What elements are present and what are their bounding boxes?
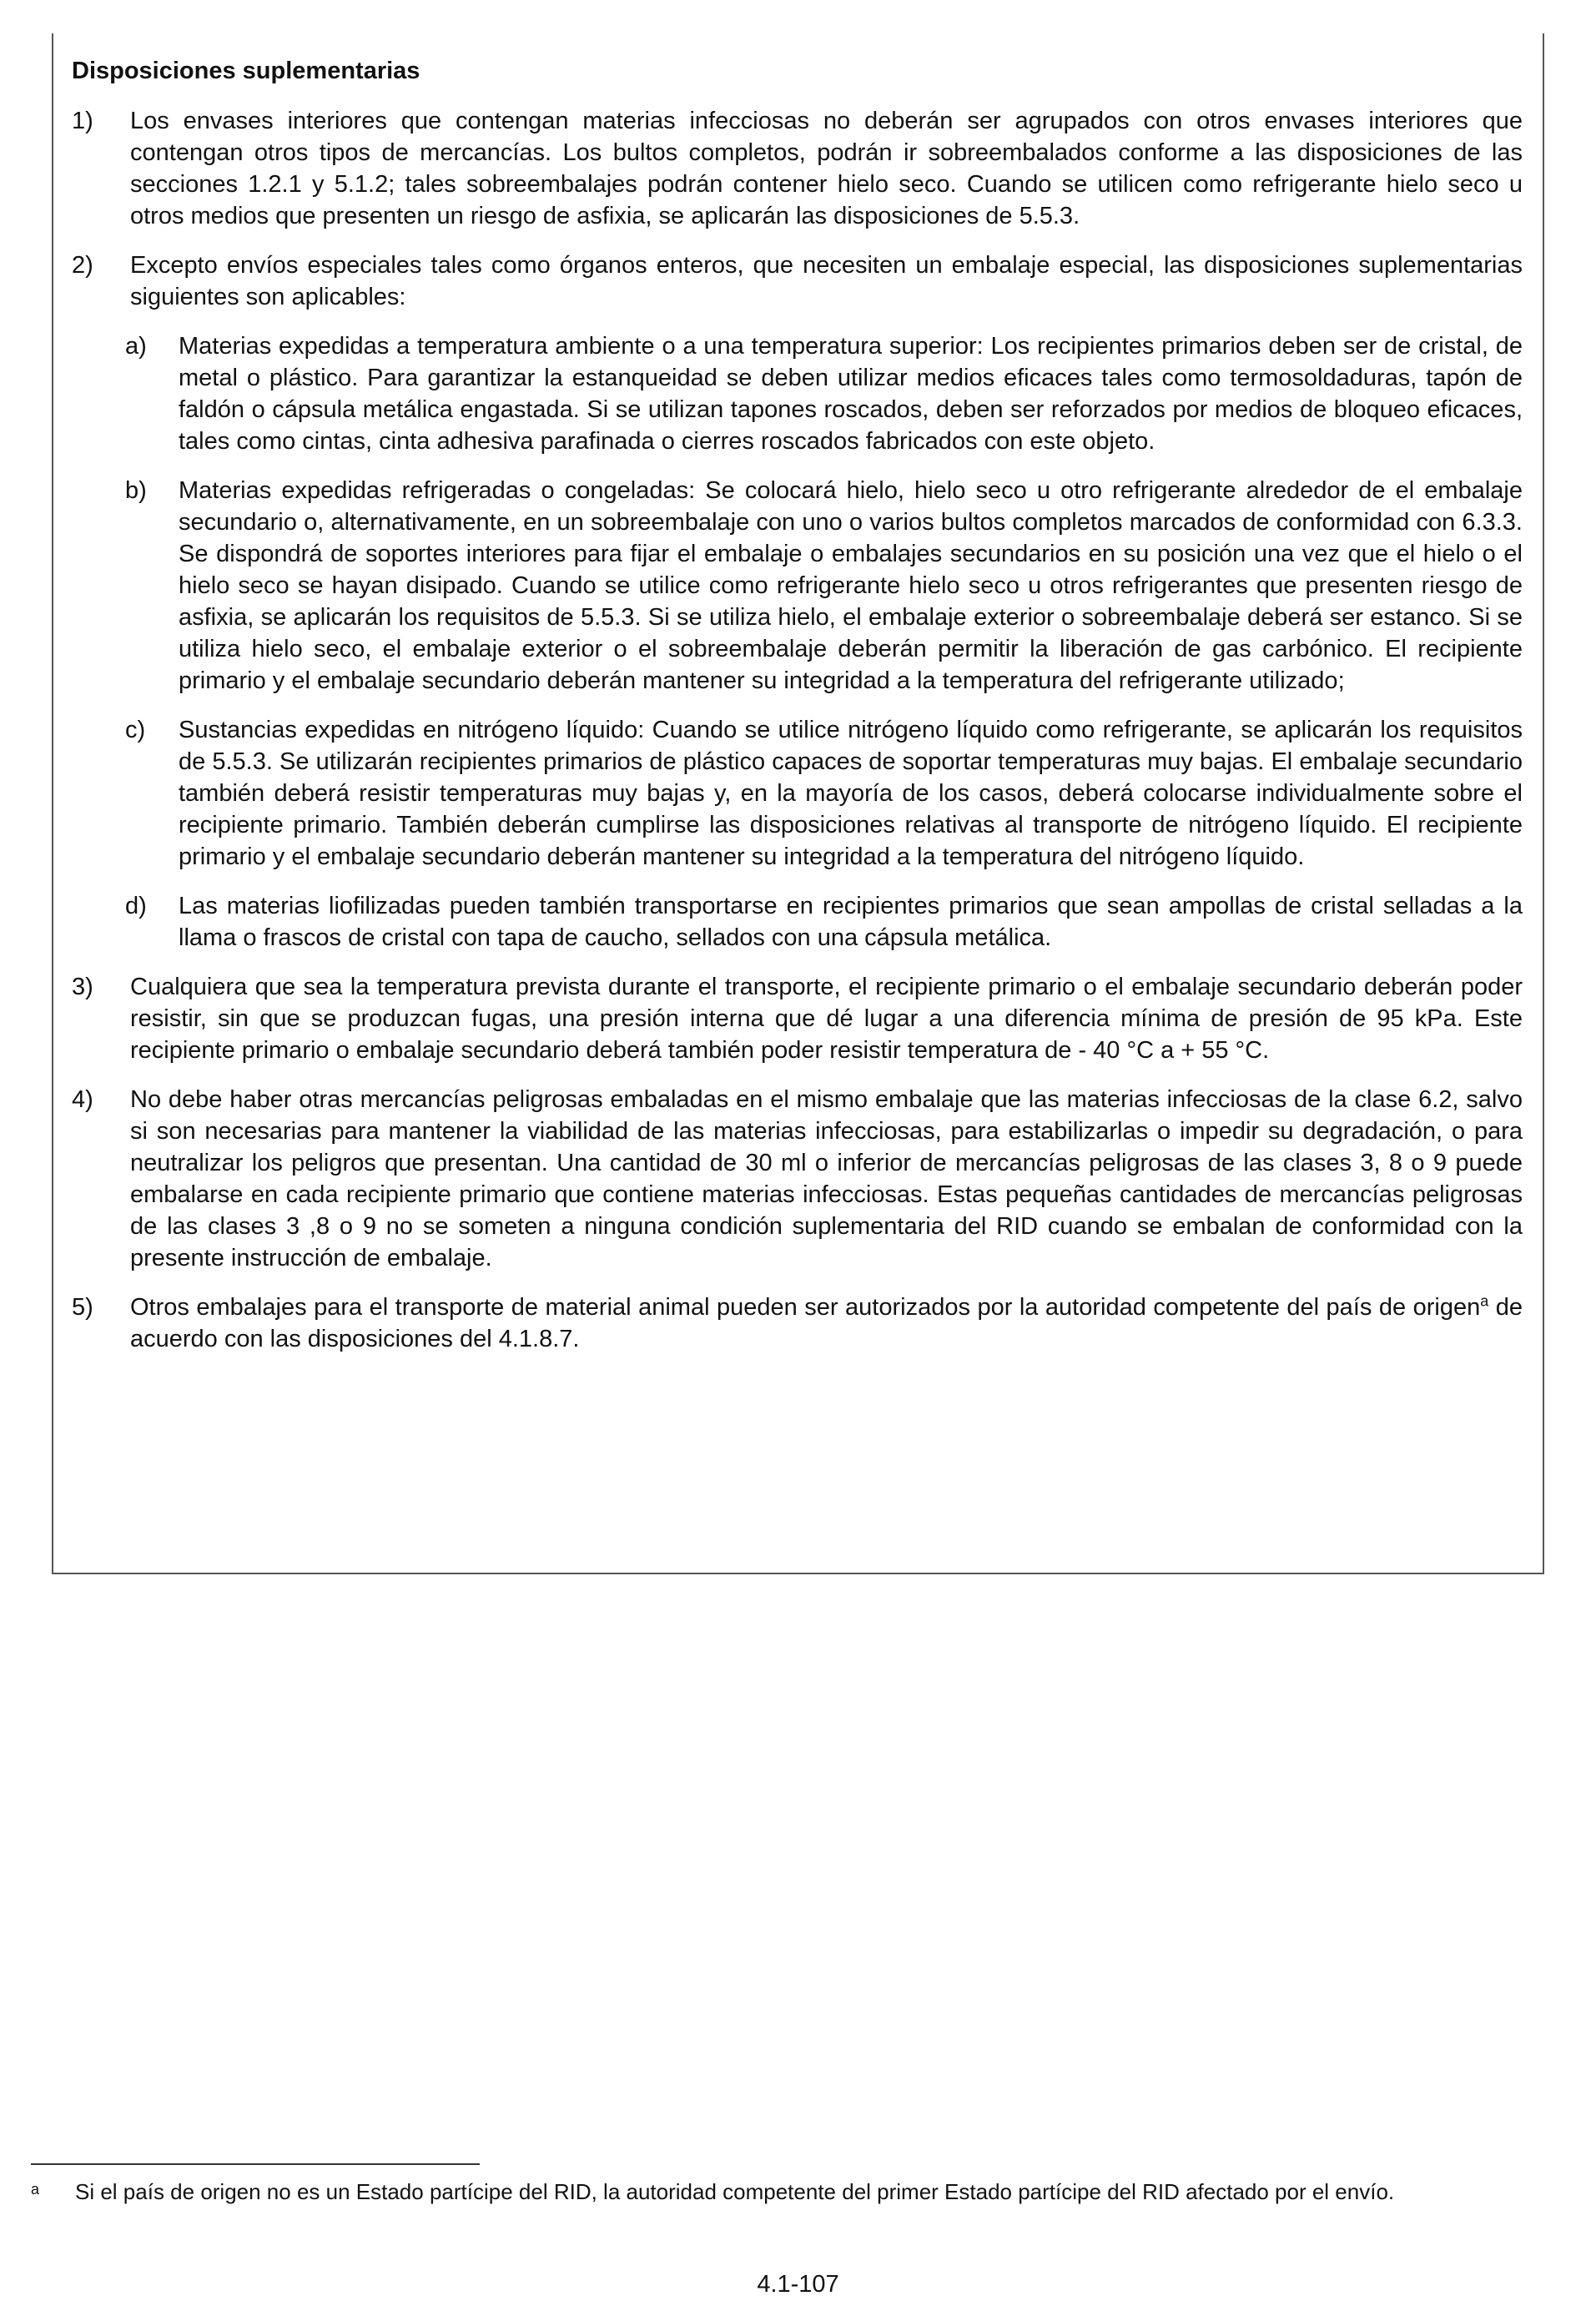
item-number: 5) <box>72 1294 93 1321</box>
provision-item-5 <box>72 1291 1523 1355</box>
page-number: 4.1-107 <box>757 2271 839 2298</box>
footnote-divider <box>31 2163 480 2165</box>
item-text: Los envases interiores que contengan materias infecciosas no deberán ser agrupados con otros envases interiores que contengan otros tipos de mercancías. Los bultos completos, podrán ir sobreembalados conforme a las disposiciones de las secciones 1.2.1 y 5.1.2; tales sobreembalajes podrán contener hielo seco. Cuando se utilicen como refrigerante hielo seco u otros medios que presenten un riesgo de asfixia, se aplicarán las disposiciones de 5.5.3. <box>130 108 1523 229</box>
subitem-letter: b) <box>125 477 147 504</box>
subitem-letter: d) <box>125 893 147 919</box>
subitem-text: Las materias liofilizadas pueden también transportarse en recipientes primarios que sean ampollas de cristal selladas a la llama o frascos de cristal con tapa de caucho, sellados con una cápsula metálica. <box>179 893 1523 951</box>
footnote-text: Si el país de origen no es un Estado partícipe del RID, la autoridad competente del primer Estado partícipe del RID afectado por el envío. <box>75 2179 1395 2204</box>
item-text: Cualquiera que sea la temperatura prevista durante el transporte, el recipiente primario o el embalaje secundario deberán poder resistir, sin que se produzcan fugas, una presión interna que dé lugar a una diferencia mínima de presión de 95 kPa. Este recipiente primario o embalaje secundario deberá también poder resistir temperatura de - 40 °C a + 55 °C. <box>130 974 1523 1064</box>
item-text: Excepto envíos especiales tales como órganos enteros, que necesiten un embalaje especial, las disposiciones suplementarias siguientes son aplicables: <box>130 252 1523 310</box>
item-number: 2) <box>72 252 93 279</box>
subitem-b <box>125 475 1523 697</box>
subitem-d <box>125 890 1523 954</box>
subitem-text: Materias expedidas a temperatura ambiente o a una temperatura superior: Los recipientes primarios deben ser de cristal, de metal o plástico. Para garantizar la estanqueidad se deben utilizar medios eficaces tales como termosoldaduras, tapón de faldón o cápsula metálica engastada. Si se utilizan tapones roscados, deben ser reforzados por medios de bloqueo eficaces, tales como cintas, cinta adhesiva parafinada o cierres roscados fabricados con este objeto. <box>179 333 1523 455</box>
subitem-c <box>125 714 1523 873</box>
subitem-text: Sustancias expedidas en nitrógeno líquido: Cuando se utilice nitrógeno líquido como refrigerante, se aplicarán los requisitos de 5.5.3. Se utilizarán recipientes primarios de plástico capaces de soportar temperaturas muy bajas. El embalaje secundario también deberá resistir temperaturas muy bajas y, en la mayoría de los casos, deberá colocarse individualmente sobre el recipiente primario. También deberán cumplirse las disposiciones relativas al transporte de nitrógeno líquido. El recipiente primario y el embalaje secundario deberán mantener su integridad a la temperatura del nitrógeno líquido. <box>179 717 1523 870</box>
subitem-letter: c) <box>125 717 146 743</box>
item-text: No debe haber otras mercancías peligrosas embaladas en el mismo embalaje que las materias infecciosas de la clase 6.2, salvo si son necesarias para mantener la viabilidad de las materias infecciosas, para estabilizarlas o impedir su degradación, o para neutralizar los peligros que presentan. Una cantidad de 30 ml o inferior de mercancías peligrosas de las clases 3, 8 o 9 puede embalarse en cada recipiente primario que contiene materias infecciosas. Estas pequeñas cantidades de mercancías peligrosas de las clases 3 ,8 o 9 no se someten a ninguna condición suplementaria del RID cuando se embalan de conformidad con la presente instrucción de embalaje. <box>130 1086 1523 1271</box>
item-number: 3) <box>72 974 93 1000</box>
footnote <box>31 2178 1516 2206</box>
section-heading: Disposiciones suplementarias <box>72 58 420 84</box>
provisions-content <box>72 55 1523 1372</box>
subitem-text: Materias expedidas refrigeradas o congeladas: Se colocará hielo, hielo seco u otro refrigerante alrededor de el embalaje secundario o, alternativamente, en un sobreembalaje con uno o varios bultos completos marcados de conformidad con 6.3.3. Se dispondrá de soportes interiores para fijar el embalaje o embalajes secundarios en su posición una vez que el hielo o el hielo seco se hayan disipado. Cuando se utilice como refrigerante hielo seco u otros refrigerantes que presenten riesgo de asfixia, se aplicarán los requisitos de 5.5.3. Si se utiliza hielo, el embalaje exterior o sobreembalaje deberá ser estanco. Si se utiliza hielo seco, el embalaje exterior o el sobreembalaje deberán permitir la liberación de gas carbónico. El recipiente primario y el embalaje secundario deberán mantener su integridad a la temperatura del refrigerante utilizado; <box>179 477 1523 694</box>
subitem-letter: a) <box>125 333 147 360</box>
footnote-reference: a <box>1480 1292 1489 1310</box>
item-number: 4) <box>72 1086 93 1113</box>
item-number: 1) <box>72 108 93 134</box>
provision-item-2 <box>72 249 1523 954</box>
provision-item-4 <box>72 1084 1523 1274</box>
subitem-a <box>125 330 1523 457</box>
footnote-mark: a <box>31 2181 40 2198</box>
item-text <box>130 1291 1523 1355</box>
provision-item-3 <box>72 971 1523 1066</box>
provision-item-1 <box>72 105 1523 232</box>
item-text-before: Otros embalajes para el transporte de material animal pueden ser autorizados por la autoridad competente del país de origen <box>130 1294 1481 1321</box>
provisions-box <box>52 33 1544 1574</box>
item-text-after: de acuerdo con las disposiciones del 4.1.8.7. <box>130 1294 1523 1352</box>
